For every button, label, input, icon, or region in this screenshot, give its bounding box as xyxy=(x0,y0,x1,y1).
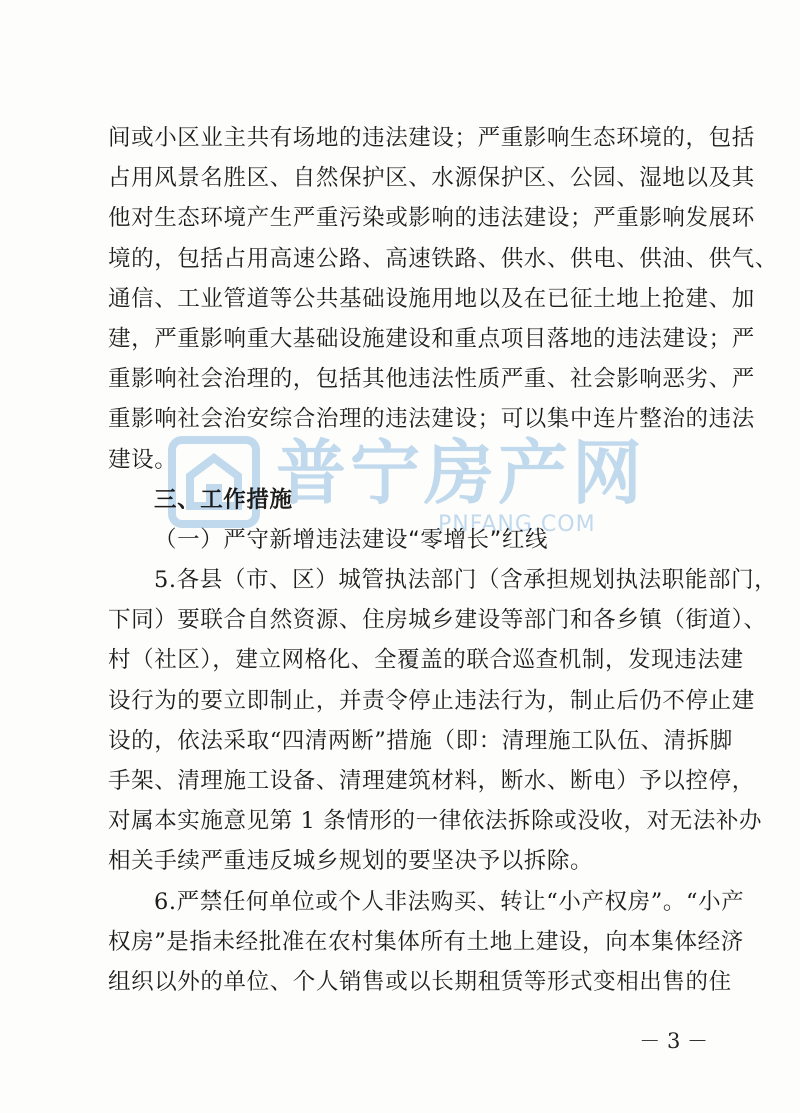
text-line: 重影响社会治安综合治理的违法建设；可以集中连片整治的违法 xyxy=(108,406,755,433)
paragraph-5-line: 下同）要联合自然资源、住房城乡建设等部门和各乡镇（街道）、 xyxy=(108,607,767,634)
text-line: 建设。 xyxy=(108,446,178,473)
paragraph-6-line: 组织以外的单位、个人销售或以长期租赁等形式变相出售的住 xyxy=(108,968,732,995)
paragraph-5-line: 相关手续严重违反城乡规划的要坚决予以拆除。 xyxy=(108,848,594,875)
text-line: 建，严重影响重大基础设施建设和重点项目落地的违法建设；严 xyxy=(108,325,755,352)
paragraph-6-line: 权房”是指未经批准在农村集体所有土地上建设，向本集体经济 xyxy=(108,928,744,955)
paragraph-5-line: 设行为的要立即制止，并责令停止违法行为，制止后仍不停止建 xyxy=(108,687,755,714)
paragraph-5-line: 5.各县（市、区）城管执法部门（含承担规划执法职能部门， xyxy=(154,567,778,594)
text-line: 他对生态环境产生严重污染或影响的违法建设；严重影响发展环 xyxy=(108,205,755,232)
watermark-subtext: PNFANG.COM xyxy=(438,512,596,537)
text-line: 境的，包括占用高速公路、高速铁路、供水、供电、供油、供气、 xyxy=(108,245,778,272)
text-line: 通信、工业管道等公共基础设施用地以及在已征土地上抢建、加 xyxy=(108,285,755,312)
paragraph-5-line: 对属本实施意见第 1 条情形的一律依法拆除或没收，对无法补办 xyxy=(108,808,763,835)
paragraph-5-line: 手架、清理施工设备、清理建筑材料，断水、断电）予以控停， xyxy=(108,768,755,794)
text-line: 占用风景名胜区、自然保护区、水源保护区、公园、湿地以及其 xyxy=(108,165,755,192)
paragraph-6-line: 6.严禁任何单位或个人非法购买、转让“小产权房”。“小产 xyxy=(154,888,745,915)
section-heading: 三、工作措施 xyxy=(154,486,293,513)
document-body xyxy=(108,118,778,1002)
text-line: 重影响社会治理的，包括其他违法性质严重、社会影响恶劣、严 xyxy=(108,366,755,393)
subsection-heading: （一）严守新增违法建设“零增长”红线 xyxy=(154,526,549,553)
paragraph-5-line: 村（社区），建立网格化、全覆盖的联合巡查机制，发现违法建 xyxy=(108,647,744,674)
text-line: 间或小区业主共有场地的违法建设；严重影响生态环境的，包括 xyxy=(108,125,755,151)
watermark-text: 普宁房产网 xyxy=(276,432,646,514)
page-number: － 3 － xyxy=(639,1029,708,1053)
paragraph-5-line: 设的，依法采取“四清两断”措施（即：清理施工队伍、清拆脚 xyxy=(108,727,733,754)
